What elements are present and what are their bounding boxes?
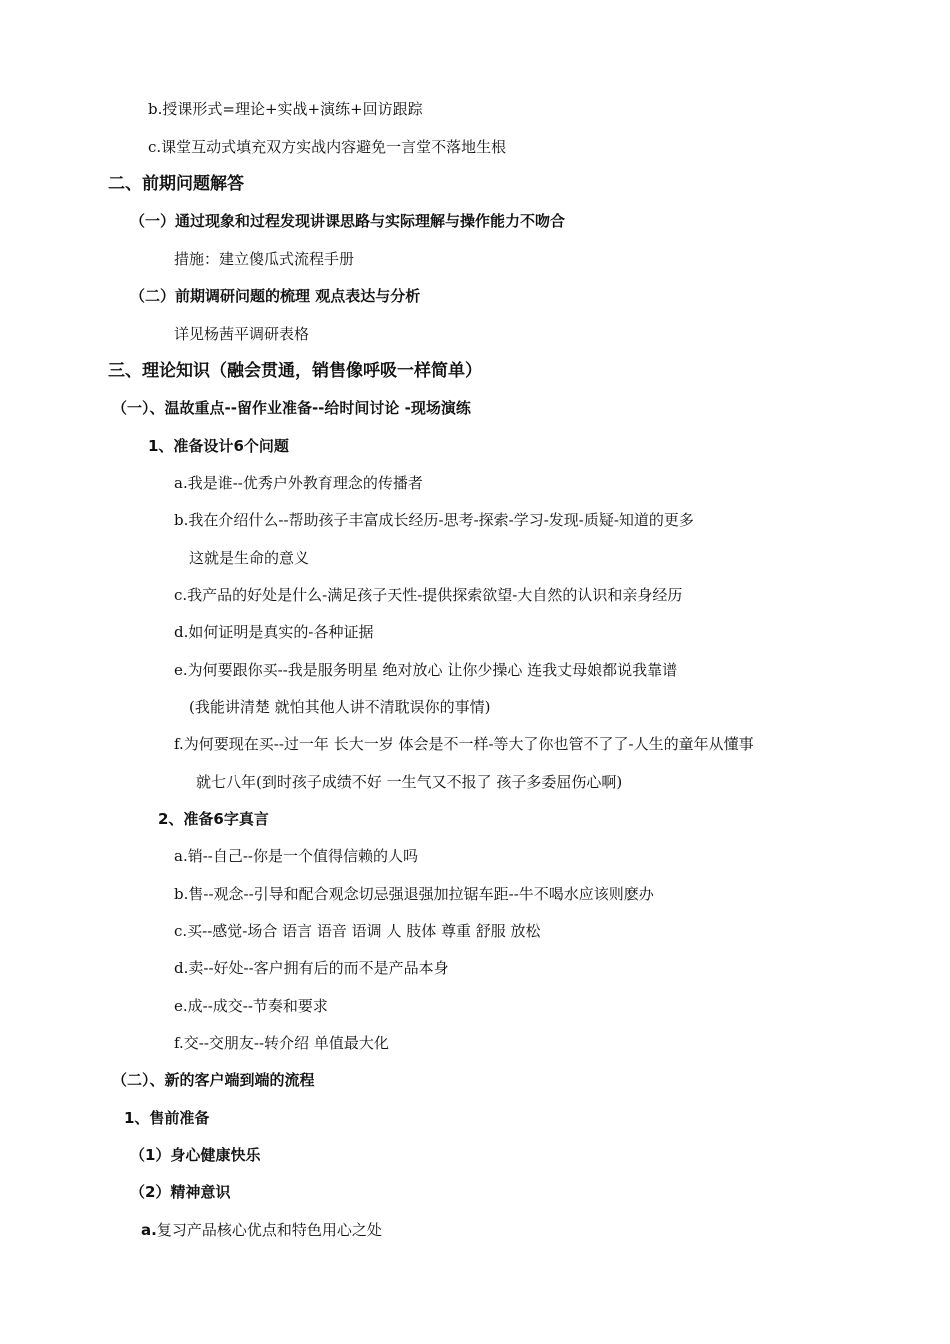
list-item-c-interactive: c.课堂互动式填充双方实战内容避免一言堂不落地生根 [148, 138, 507, 156]
subsection-heading-3-1: （一）、温故重点--留作业准备--给时间讨论 -现场演练 [112, 399, 471, 417]
pre-sale-item-2a-label: a. [141, 1221, 157, 1239]
word-b: b.售--观念--引导和配合观念切忌强退强加拉锯车距--牛不喝水应该则麽办 [174, 885, 654, 903]
section-heading-2: 二、前期问题解答 [108, 174, 244, 194]
word-c: c.买--感觉-场合 语言 语音 语调 人 肢体 尊重 舒服 放松 [174, 922, 541, 940]
pre-sale-item-2a [141, 1220, 382, 1240]
list-item-b-form: b.授课形式=理论+实战+演练+回访跟踪 [148, 100, 423, 118]
question-b-continued: 这就是生命的意义 [189, 549, 310, 567]
pre-sale-item-2a-text: 复习产品核心优点和特色用心之处 [156, 1221, 382, 1239]
word-e: e.成--成交--节奏和要求 [174, 997, 328, 1015]
six-words-heading: 2、准备6字真言 [158, 810, 269, 828]
question-c: c.我产品的好处是什么-满足孩子天性-提供探索欲望-大自然的认识和亲身经历 [174, 586, 683, 604]
pre-sale-heading: 1、售前准备 [124, 1109, 210, 1127]
question-d: d.如何证明是真实的-各种证据 [174, 623, 374, 641]
measure-text: 措施：建立傻瓜式流程手册 [174, 250, 355, 268]
question-f-continued: 就七八年(到时孩子成绩不好 一生气又不报了 孩子多委屈伤心啊) [196, 773, 623, 791]
subsection-heading-2-2: （二）前期调研问题的梳理 观点表达与分析 [130, 287, 421, 305]
question-b: b.我在介绍什么--帮助孩子丰富成长经历-思考-探索-学习-发现-质疑-知道的更多 [174, 511, 694, 529]
word-a: a.销--自己--你是一个值得信赖的人吗 [174, 847, 418, 865]
section-heading-3: 三、理论知识（融会贯通，销售像呼吸一样简单） [108, 361, 482, 381]
questions-heading: 1、准备设计6个问题 [148, 437, 289, 455]
question-f: f.为何要现在买--过一年 长大一岁 体会是不一样-等大了你也管不了了-人生的童年从懂事 [174, 735, 754, 753]
pre-sale-item-2: （2）精神意识 [130, 1183, 231, 1201]
pre-sale-item-1: （1）身心健康快乐 [130, 1146, 261, 1164]
word-d: d.卖--好处--客户拥有后的而不是产品本身 [174, 959, 449, 977]
question-e-continued: (我能讲清楚 就怕其他人讲不清耽误你的事情) [189, 698, 491, 716]
question-e: e.为何要跟你买--我是服务明星 绝对放心 让你少操心 连我丈母娘都说我靠谱 [174, 661, 678, 679]
question-a: a.我是谁--优秀户外教育理念的传播者 [174, 474, 423, 492]
subsection-heading-2-1: （一）通过现象和过程发现讲课思路与实际理解与操作能力不吻合 [130, 212, 566, 230]
word-f: f.交--交朋友--转介绍 单值最大化 [174, 1034, 389, 1052]
subsection-heading-3-2: （二）、新的客户端到端的流程 [112, 1071, 315, 1089]
survey-reference-text: 详见杨茜平调研表格 [174, 325, 310, 343]
